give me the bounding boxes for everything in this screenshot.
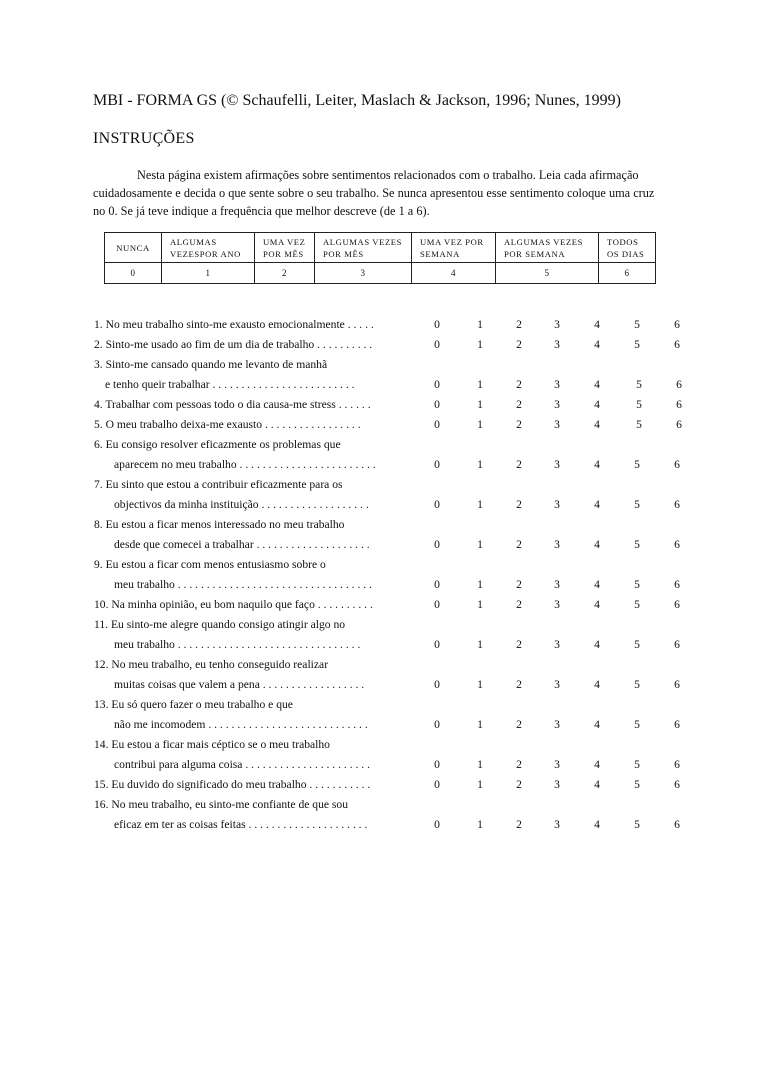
score-option[interactable]: 4	[594, 378, 600, 391]
score-option[interactable]: 5	[634, 318, 640, 331]
score-option[interactable]: 1	[477, 758, 483, 771]
score-option[interactable]: 0	[434, 418, 440, 431]
score-option[interactable]: 0	[434, 538, 440, 551]
score-option[interactable]: 4	[594, 638, 600, 651]
item-text: 2. Sinto-me usado ao fim de um dia de trabalho . . . . . . . . . .	[94, 338, 373, 351]
score-option[interactable]: 2	[516, 678, 522, 691]
score-option[interactable]: 5	[634, 338, 640, 351]
score-option[interactable]: 4	[594, 498, 600, 511]
scale-value: 6	[599, 263, 656, 284]
score-option[interactable]: 3	[554, 638, 560, 651]
scale-label: ALGUMAS VEZES POR SEMANA	[496, 233, 599, 263]
score-option[interactable]: 1	[477, 598, 483, 611]
score-option[interactable]: 4	[594, 778, 600, 791]
item-score-options	[0, 376, 768, 394]
item-text: 8. Eu estou a ficar menos interessado no meu trabalho	[94, 518, 345, 531]
score-option[interactable]: 6	[676, 378, 682, 391]
score-option[interactable]: 2	[516, 338, 522, 351]
score-option[interactable]: 1	[477, 378, 483, 391]
score-option[interactable]: 1	[477, 638, 483, 651]
score-option[interactable]: 2	[516, 638, 522, 651]
score-option[interactable]: 5	[634, 498, 640, 511]
score-option[interactable]: 0	[434, 398, 440, 411]
score-option[interactable]: 4	[594, 818, 600, 831]
score-option[interactable]: 0	[434, 498, 440, 511]
score-option[interactable]: 4	[594, 338, 600, 351]
score-option[interactable]: 2	[516, 818, 522, 831]
score-option[interactable]: 2	[516, 418, 522, 431]
score-option[interactable]: 3	[554, 778, 560, 791]
score-option[interactable]: 5	[636, 398, 642, 411]
score-option[interactable]: 1	[477, 818, 483, 831]
score-option[interactable]: 4	[594, 418, 600, 431]
scale-label: UMA VEZ POR SEMANA	[412, 233, 496, 263]
score-option[interactable]: 3	[554, 458, 560, 471]
item-text: 6. Eu consigo resolver eficazmente os problemas que	[94, 438, 341, 451]
score-option[interactable]: 1	[477, 318, 483, 331]
score-option[interactable]: 0	[434, 598, 440, 611]
score-option[interactable]: 4	[594, 578, 600, 591]
item-text: 5. O meu trabalho deixa-me exausto . . . . . . . . . . . . . . . . .	[94, 418, 361, 431]
item-score-options	[0, 596, 768, 614]
score-option[interactable]: 5	[636, 378, 642, 391]
score-option[interactable]: 1	[477, 778, 483, 791]
item-text: 15. Eu duvido do significado do meu trabalho . . . . . . . . . . .	[94, 778, 371, 791]
item-score-options	[0, 576, 768, 594]
score-option[interactable]: 6	[674, 578, 680, 591]
item-text: muitas coisas que valem a pena . . . . . . . . . . . . . . . . . .	[114, 678, 365, 691]
item-text: 16. No meu trabalho, eu sinto-me confiante de que sou	[94, 798, 349, 811]
item-score-options	[0, 756, 768, 774]
score-option[interactable]: 6	[674, 638, 680, 651]
scale-label: ALGUMAS VEZESPOR ANO	[162, 233, 255, 263]
item-text: meu trabalho . . . . . . . . . . . . . . . . . . . . . . . . . . . . . . . . . .	[114, 578, 372, 591]
score-option[interactable]: 4	[594, 318, 600, 331]
score-option[interactable]: 6	[674, 318, 680, 331]
item-text: não me incomodem . . . . . . . . . . . . . . . . . . . . . . . . . . . .	[114, 718, 368, 731]
score-option[interactable]: 3	[554, 338, 560, 351]
page-title: MBI - FORMA GS (© Schaufelli, Leiter, Maslach & Jackson, 1996; Nunes, 1999)	[93, 92, 621, 109]
score-option[interactable]: 5	[634, 818, 640, 831]
score-option[interactable]: 0	[434, 678, 440, 691]
score-option[interactable]: 2	[516, 318, 522, 331]
score-option[interactable]: 1	[477, 398, 483, 411]
item-text: 13. Eu só quero fazer o meu trabalho e que	[94, 698, 293, 711]
score-option[interactable]: 2	[516, 718, 522, 731]
score-option[interactable]: 2	[516, 758, 522, 771]
item-score-options	[0, 456, 768, 474]
item-text: desde que comecei a trabalhar . . . . . . . . . . . . . . . . . . . .	[114, 538, 370, 551]
score-option[interactable]: 6	[674, 778, 680, 791]
score-option[interactable]: 5	[636, 418, 642, 431]
score-option[interactable]: 1	[477, 338, 483, 351]
score-option[interactable]: 4	[594, 598, 600, 611]
score-option[interactable]: 6	[674, 758, 680, 771]
score-option[interactable]: 5	[634, 778, 640, 791]
score-option[interactable]: 2	[516, 778, 522, 791]
score-option[interactable]: 2	[516, 458, 522, 471]
item-text: 7. Eu sinto que estou a contribuir eficazmente para os	[94, 478, 343, 491]
score-option[interactable]: 5	[634, 758, 640, 771]
item-text: e tenho queir trabalhar . . . . . . . . . . . . . . . . . . . . . . . . .	[105, 378, 355, 391]
score-option[interactable]: 0	[434, 778, 440, 791]
item-text: 10. Na minha opinião, eu bom naquilo que faço . . . . . . . . . .	[94, 598, 373, 611]
item-score-options	[0, 416, 768, 434]
score-option[interactable]: 2	[516, 578, 522, 591]
scale-value: 1	[162, 263, 255, 284]
scale-label: NUNCA	[105, 233, 162, 263]
score-option[interactable]: 1	[477, 498, 483, 511]
score-option[interactable]: 2	[516, 378, 522, 391]
item-text: 14. Eu estou a ficar mais céptico se o meu trabalho	[94, 738, 330, 751]
item-score-options	[0, 676, 768, 694]
score-option[interactable]: 1	[477, 718, 483, 731]
scale-label: ALGUMAS VEZES POR MÊS	[315, 233, 412, 263]
section-heading: INSTRUÇÕES	[93, 130, 195, 147]
score-option[interactable]: 2	[516, 498, 522, 511]
scale-value: 3	[315, 263, 412, 284]
item-score-options	[0, 396, 768, 414]
score-option[interactable]: 3	[554, 818, 560, 831]
item-text: 3. Sinto-me cansado quando me levanto de manhã	[94, 358, 328, 371]
score-option[interactable]: 3	[554, 418, 560, 431]
item-score-options	[0, 776, 768, 794]
item-score-options	[0, 636, 768, 654]
score-option[interactable]: 1	[477, 458, 483, 471]
score-option[interactable]: 6	[674, 718, 680, 731]
score-option[interactable]: 0	[434, 578, 440, 591]
score-option[interactable]: 4	[594, 718, 600, 731]
score-option[interactable]: 3	[554, 718, 560, 731]
score-option[interactable]: 6	[674, 458, 680, 471]
item-text: meu trabalho . . . . . . . . . . . . . . . . . . . . . . . . . . . . . . . .	[114, 638, 361, 651]
scale-value: 5	[496, 263, 599, 284]
scale-value: 4	[412, 263, 496, 284]
item-text: 1. No meu trabalho sinto-me exausto emocionalmente . . . . .	[94, 318, 374, 331]
score-option[interactable]: 3	[554, 758, 560, 771]
score-option[interactable]: 0	[434, 458, 440, 471]
item-text: 4. Trabalhar com pessoas todo o dia causa-me stress . . . . . .	[94, 398, 371, 411]
score-option[interactable]: 2	[516, 538, 522, 551]
scale-label: TODOS OS DIAS	[599, 233, 656, 263]
score-option[interactable]: 0	[434, 378, 440, 391]
score-option[interactable]: 6	[676, 418, 682, 431]
item-text: aparecem no meu trabalho . . . . . . . . . . . . . . . . . . . . . . . .	[114, 458, 376, 471]
score-option[interactable]: 5	[634, 598, 640, 611]
score-option[interactable]: 3	[554, 598, 560, 611]
score-option[interactable]: 5	[634, 538, 640, 551]
score-option[interactable]: 5	[634, 718, 640, 731]
score-option[interactable]: 6	[674, 538, 680, 551]
score-option[interactable]: 5	[634, 678, 640, 691]
item-score-options	[0, 336, 768, 354]
item-text: 9. Eu estou a ficar com menos entusiasmo sobre o	[94, 558, 326, 571]
score-option[interactable]: 4	[594, 538, 600, 551]
item-score-options	[0, 816, 768, 834]
score-option[interactable]: 1	[477, 678, 483, 691]
score-option[interactable]: 3	[554, 398, 560, 411]
score-option[interactable]: 2	[516, 598, 522, 611]
score-option[interactable]: 1	[477, 578, 483, 591]
score-option[interactable]: 3	[554, 678, 560, 691]
scale-label: UMA VEZ POR MÊS	[255, 233, 315, 263]
item-text: objectivos da minha instituição . . . . . . . . . . . . . . . . . . .	[114, 498, 369, 511]
score-option[interactable]: 3	[554, 538, 560, 551]
item-score-options	[0, 716, 768, 734]
score-option[interactable]: 3	[554, 578, 560, 591]
score-option[interactable]: 3	[554, 318, 560, 331]
score-option[interactable]: 5	[634, 578, 640, 591]
score-option[interactable]: 0	[434, 338, 440, 351]
item-score-options	[0, 536, 768, 554]
item-score-options	[0, 496, 768, 514]
item-text: eficaz em ter as coisas feitas . . . . . . . . . . . . . . . . . . . . .	[114, 818, 368, 831]
score-option[interactable]: 6	[674, 598, 680, 611]
score-option[interactable]: 6	[674, 678, 680, 691]
score-option[interactable]: 0	[434, 758, 440, 771]
scale-value: 2	[255, 263, 315, 284]
score-option[interactable]: 4	[594, 678, 600, 691]
score-option[interactable]: 6	[674, 498, 680, 511]
score-option[interactable]: 2	[516, 398, 522, 411]
score-option[interactable]: 0	[434, 718, 440, 731]
item-text: 12. No meu trabalho, eu tenho conseguido realizar	[94, 658, 329, 671]
score-option[interactable]: 4	[594, 758, 600, 771]
score-option[interactable]: 1	[477, 538, 483, 551]
score-option[interactable]: 5	[634, 638, 640, 651]
score-option[interactable]: 0	[434, 638, 440, 651]
score-option[interactable]: 1	[477, 418, 483, 431]
score-option[interactable]: 0	[434, 318, 440, 331]
item-text: 11. Eu sinto-me alegre quando consigo atingir algo no	[94, 618, 346, 631]
instructions-text: Nesta página existem afirmações sobre sentimentos relacionados com o trabalho. Leia cada afirmação cuidadosamente e decida o que sente sobre o seu trabalho. Se nunca apresentou esse sentimento coloque uma cruz no 0. Se já teve indique a frequência que melhor descreve (de 1 a 6).	[93, 168, 655, 218]
score-option[interactable]: 0	[434, 818, 440, 831]
score-option[interactable]: 3	[554, 378, 560, 391]
score-option[interactable]: 6	[674, 338, 680, 351]
score-option[interactable]: 4	[594, 458, 600, 471]
scale-value: 0	[105, 263, 162, 284]
score-option[interactable]: 4	[594, 398, 600, 411]
item-score-options	[0, 316, 768, 334]
score-option[interactable]: 3	[554, 498, 560, 511]
score-option[interactable]: 5	[634, 458, 640, 471]
item-text: contribui para alguma coisa . . . . . . . . . . . . . . . . . . . . . .	[114, 758, 370, 771]
score-option[interactable]: 6	[676, 398, 682, 411]
score-option[interactable]: 6	[674, 818, 680, 831]
